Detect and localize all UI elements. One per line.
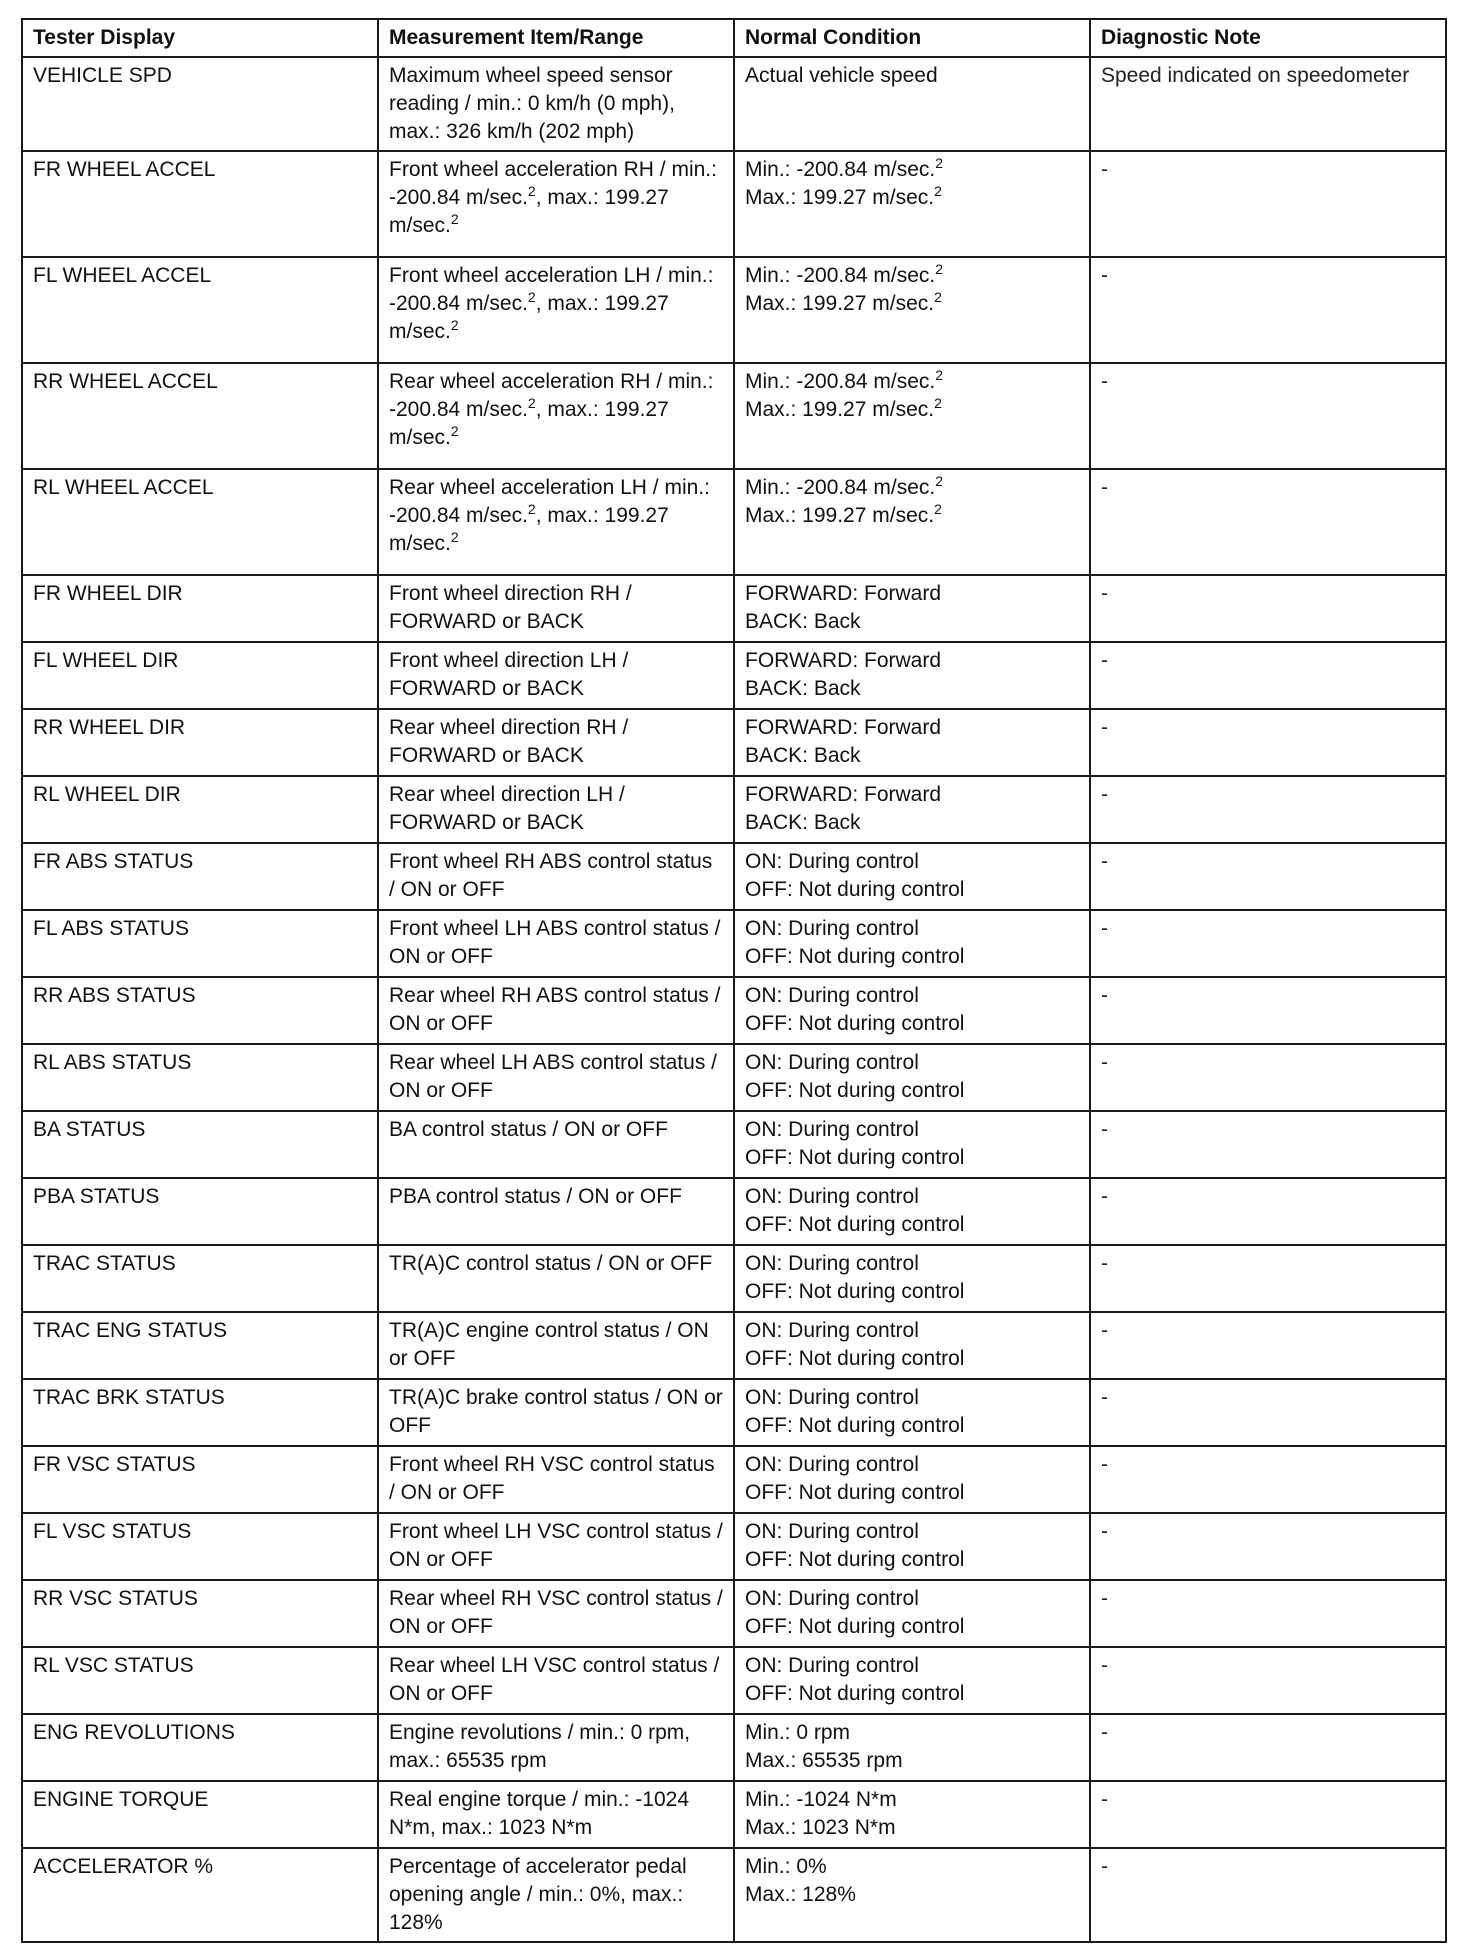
normal-condition-line: Actual vehicle speed [745,64,938,87]
normal-condition-line: Max.: 128% [745,1883,856,1906]
tester-display-cell: FR WHEEL ACCEL [22,151,378,257]
tester-display-cell: TRAC STATUS [22,1245,378,1312]
table-row [22,910,1446,977]
tester-display-cell: FL ABS STATUS [22,910,378,977]
tester-display-cell: VEHICLE SPD [22,57,378,151]
table-row [22,1848,1446,1942]
table-header-row [22,19,1446,57]
table-row [22,1580,1446,1647]
normal-condition-cell [734,469,1090,575]
measurement-range-cell: Percentage of accelerator pedal opening angle / min.: 0%, max.: 128% [378,1848,734,1942]
normal-condition-line: BACK: Back [745,744,861,767]
tester-display-cell: ENG REVOLUTIONS [22,1714,378,1781]
table-row [22,151,1446,257]
measurement-range-cell: Rear wheel direction RH / FORWARD or BACK [378,709,734,776]
tester-display-cell: FL WHEEL DIR [22,642,378,709]
normal-condition-line: OFF: Not during control [745,945,965,968]
normal-condition-cell [734,1647,1090,1714]
table-row [22,1245,1446,1312]
normal-condition-line: ON: During control [745,1386,919,1409]
normal-condition-cell [734,1580,1090,1647]
measurement-range-cell: Front wheel acceleration LH / min.: -200.84 m/sec.$^2$, max.: 199.27 m/sec.$^2$ [378,257,734,363]
normal-condition-line: Max.: 199.27 m/sec.$^2$ [745,183,942,209]
diagnostic-note-cell: - [1090,575,1446,642]
normal-condition-cell [734,1245,1090,1312]
table-row [22,1111,1446,1178]
table-row [22,1312,1446,1379]
table-row [22,469,1446,575]
normal-condition-line: OFF: Not during control [745,1079,965,1102]
normal-condition-line: Min.: -200.84 m/sec.$^2$ [745,367,944,393]
measurement-range-cell: Rear wheel acceleration RH / min.: -200.84 m/sec.$^2$, max.: 199.27 m/sec.$^2$ [378,363,734,469]
normal-condition-cell [734,1848,1090,1942]
diagnostic-note-cell: - [1090,1178,1446,1245]
normal-condition-line: Min.: 0 rpm [745,1721,851,1744]
diagnostic-note-cell: - [1090,642,1446,709]
measurement-range-cell: Rear wheel direction LH / FORWARD or BACK [378,776,734,843]
normal-condition-cell [734,709,1090,776]
diagnostic-note-cell: - [1090,1580,1446,1647]
normal-condition-cell [734,1446,1090,1513]
measurement-range-cell: BA control status / ON or OFF [378,1111,734,1178]
document-page [21,18,1445,1943]
diagnostic-note-cell: - [1090,151,1446,257]
table-row [22,1044,1446,1111]
normal-condition-cell [734,843,1090,910]
tester-data-table [21,18,1447,1943]
normal-condition-line: ON: During control [745,1587,919,1610]
header-diagnostic-note: Diagnostic Note [1090,19,1446,57]
normal-condition-line: ON: During control [745,917,919,940]
normal-condition-line: BACK: Back [745,811,861,834]
normal-condition-line: Min.: -200.84 m/sec.$^2$ [745,473,944,499]
table-row [22,1513,1446,1580]
table-row [22,257,1446,363]
normal-condition-line: Max.: 1023 N*m [745,1816,896,1839]
diagnostic-note-cell: Speed indicated on speedometer [1090,57,1446,151]
tester-display-cell: RR WHEEL DIR [22,709,378,776]
diagnostic-note-cell: - [1090,977,1446,1044]
normal-condition-line: OFF: Not during control [745,1414,965,1437]
table-row [22,363,1446,469]
tester-display-cell: PBA STATUS [22,1178,378,1245]
normal-condition-line: Max.: 199.27 m/sec.$^2$ [745,395,942,421]
normal-condition-cell [734,776,1090,843]
normal-condition-line: Min.: 0% [745,1855,827,1878]
normal-condition-line: FORWARD: Forward [745,649,942,672]
diagnostic-note-cell: - [1090,910,1446,977]
normal-condition-line: OFF: Not during control [745,1213,965,1236]
diagnostic-note-cell: - [1090,1714,1446,1781]
measurement-range-cell: TR(A)C brake control status / ON or OFF [378,1379,734,1446]
normal-condition-cell [734,257,1090,363]
normal-condition-line: OFF: Not during control [745,1615,965,1638]
normal-condition-line: ON: During control [745,1520,919,1543]
diagnostic-note-cell: - [1090,1111,1446,1178]
diagnostic-note-cell: - [1090,1781,1446,1848]
measurement-range-cell: Front wheel acceleration RH / min.: -200.84 m/sec.$^2$, max.: 199.27 m/sec.$^2$ [378,151,734,257]
normal-condition-line: Max.: 65535 rpm [745,1749,903,1772]
header-measurement-item-range: Measurement Item/Range [378,19,734,57]
normal-condition-line: OFF: Not during control [745,1548,965,1571]
table-row [22,642,1446,709]
normal-condition-cell [734,1178,1090,1245]
normal-condition-line: Min.: -200.84 m/sec.$^2$ [745,155,944,181]
diagnostic-note-cell: - [1090,1312,1446,1379]
normal-condition-line: ON: During control [745,1654,919,1677]
table-row [22,575,1446,642]
diagnostic-note-cell: - [1090,843,1446,910]
diagnostic-note-cell: - [1090,1647,1446,1714]
table-body [22,57,1446,1942]
normal-condition-cell [734,1312,1090,1379]
normal-condition-line: ON: During control [745,850,919,873]
normal-condition-line: ON: During control [745,1185,919,1208]
normal-condition-cell [734,1111,1090,1178]
diagnostic-note-cell: - [1090,1044,1446,1111]
normal-condition-line: FORWARD: Forward [745,783,942,806]
normal-condition-cell [734,642,1090,709]
tester-display-cell: FR WHEEL DIR [22,575,378,642]
measurement-range-cell: Engine revolutions / min.: 0 rpm, max.: 65535 rpm [378,1714,734,1781]
tester-display-cell: RL WHEEL DIR [22,776,378,843]
normal-condition-cell [734,1513,1090,1580]
table-row [22,977,1446,1044]
normal-condition-line: OFF: Not during control [745,1682,965,1705]
normal-condition-line: FORWARD: Forward [745,582,942,605]
diagnostic-note-cell: - [1090,1379,1446,1446]
measurement-range-cell: Rear wheel LH ABS control status / ON or OFF [378,1044,734,1111]
table-row [22,1446,1446,1513]
tester-display-cell: RR VSC STATUS [22,1580,378,1647]
table-row [22,1781,1446,1848]
normal-condition-line: Max.: 199.27 m/sec.$^2$ [745,289,942,315]
normal-condition-line: OFF: Not during control [745,1012,965,1035]
normal-condition-line: ON: During control [745,1118,919,1141]
header-tester-display: Tester Display [22,19,378,57]
diagnostic-note-cell: - [1090,1513,1446,1580]
header-normal-condition: Normal Condition [734,19,1090,57]
tester-display-cell: FR ABS STATUS [22,843,378,910]
normal-condition-line: OFF: Not during control [745,878,965,901]
diagnostic-note-cell: - [1090,363,1446,469]
normal-condition-cell [734,1044,1090,1111]
measurement-range-cell: Rear wheel LH VSC control status / ON or OFF [378,1647,734,1714]
table-row [22,843,1446,910]
diagnostic-note-cell: - [1090,709,1446,776]
tester-display-cell: BA STATUS [22,1111,378,1178]
table-row [22,1379,1446,1446]
table-row [22,709,1446,776]
measurement-range-cell: TR(A)C engine control status / ON or OFF [378,1312,734,1379]
measurement-range-cell: Front wheel LH VSC control status / ON or OFF [378,1513,734,1580]
normal-condition-cell [734,1714,1090,1781]
measurement-range-cell: Real engine torque / min.: -1024 N*m, max.: 1023 N*m [378,1781,734,1848]
normal-condition-cell [734,1379,1090,1446]
normal-condition-line: ON: During control [745,1252,919,1275]
measurement-range-cell: Front wheel RH VSC control status / ON or OFF [378,1446,734,1513]
normal-condition-line: ON: During control [745,984,919,1007]
diagnostic-note-cell: - [1090,257,1446,363]
tester-display-cell: TRAC BRK STATUS [22,1379,378,1446]
table-row [22,1647,1446,1714]
normal-condition-cell [734,575,1090,642]
diagnostic-note-cell: - [1090,1446,1446,1513]
tester-display-cell: RR ABS STATUS [22,977,378,1044]
diagnostic-note-cell: - [1090,776,1446,843]
measurement-range-cell: Rear wheel acceleration LH / min.: -200.84 m/sec.$^2$, max.: 199.27 m/sec.$^2$ [378,469,734,575]
measurement-range-cell: Front wheel RH ABS control status / ON or OFF [378,843,734,910]
normal-condition-cell [734,151,1090,257]
diagnostic-note-cell: - [1090,1848,1446,1942]
table-row [22,776,1446,843]
tester-display-cell: ACCELERATOR % [22,1848,378,1942]
normal-condition-cell [734,910,1090,977]
tester-display-cell: RL ABS STATUS [22,1044,378,1111]
normal-condition-line: BACK: Back [745,610,861,633]
table-row [22,1714,1446,1781]
tester-display-cell: RL WHEEL ACCEL [22,469,378,575]
diagnostic-note-cell: - [1090,469,1446,575]
normal-condition-cell [734,1781,1090,1848]
measurement-range-cell: TR(A)C control status / ON or OFF [378,1245,734,1312]
tester-display-cell: FL WHEEL ACCEL [22,257,378,363]
measurement-range-cell: Front wheel LH ABS control status / ON or OFF [378,910,734,977]
measurement-range-cell: Front wheel direction LH / FORWARD or BACK [378,642,734,709]
tester-display-cell: TRAC ENG STATUS [22,1312,378,1379]
measurement-range-cell: Maximum wheel speed sensor reading / min.: 0 km/h (0 mph), max.: 326 km/h (202 mph) [378,57,734,151]
table-row [22,57,1446,151]
normal-condition-line: OFF: Not during control [745,1146,965,1169]
normal-condition-cell [734,977,1090,1044]
tester-display-cell: ENGINE TORQUE [22,1781,378,1848]
tester-display-cell: RR WHEEL ACCEL [22,363,378,469]
normal-condition-line: OFF: Not during control [745,1347,965,1370]
normal-condition-line: FORWARD: Forward [745,716,942,739]
normal-condition-line: Min.: -200.84 m/sec.$^2$ [745,261,944,287]
normal-condition-line: OFF: Not during control [745,1280,965,1303]
measurement-range-cell: Front wheel direction RH / FORWARD or BACK [378,575,734,642]
tester-display-cell: RL VSC STATUS [22,1647,378,1714]
tester-display-cell: FL VSC STATUS [22,1513,378,1580]
normal-condition-line: ON: During control [745,1319,919,1342]
measurement-range-cell: Rear wheel RH ABS control status / ON or OFF [378,977,734,1044]
normal-condition-cell [734,363,1090,469]
normal-condition-line: Min.: -1024 N*m [745,1788,897,1811]
table-row [22,1178,1446,1245]
normal-condition-line: OFF: Not during control [745,1481,965,1504]
normal-condition-line: ON: During control [745,1453,919,1476]
measurement-range-cell: PBA control status / ON or OFF [378,1178,734,1245]
measurement-range-cell: Rear wheel RH VSC control status / ON or OFF [378,1580,734,1647]
diagnostic-note-cell: - [1090,1245,1446,1312]
normal-condition-cell [734,57,1090,151]
normal-condition-line: Max.: 199.27 m/sec.$^2$ [745,501,942,527]
normal-condition-line: BACK: Back [745,677,861,700]
normal-condition-line: ON: During control [745,1051,919,1074]
tester-display-cell: FR VSC STATUS [22,1446,378,1513]
